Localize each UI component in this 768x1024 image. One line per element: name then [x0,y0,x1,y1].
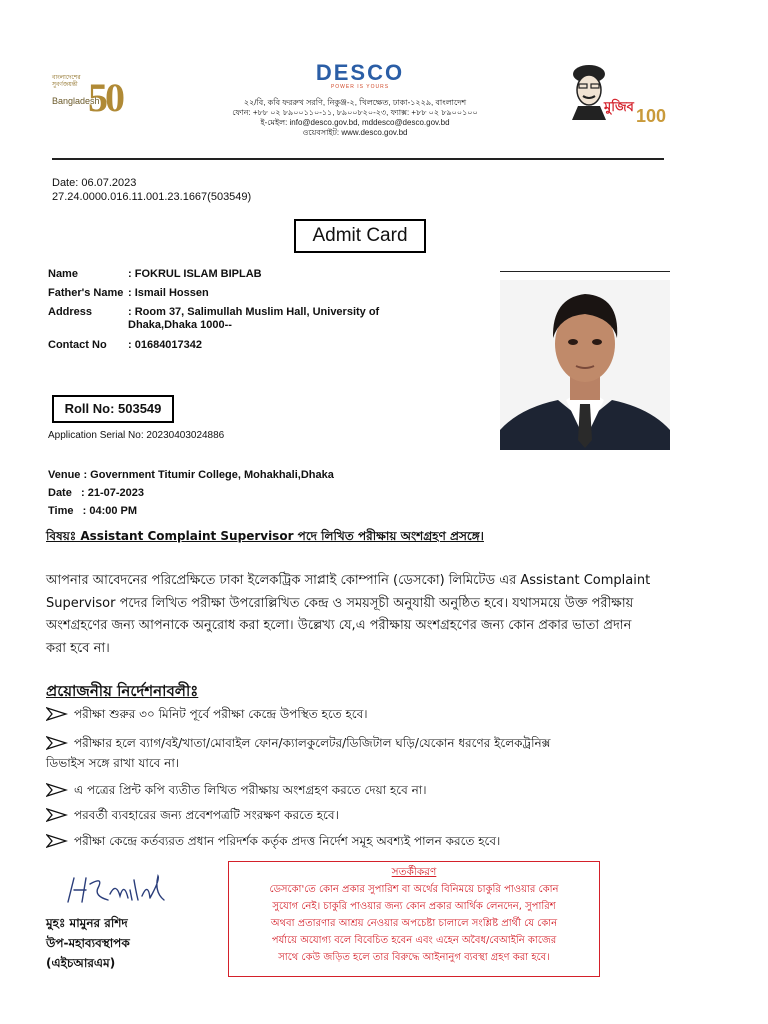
warning-line: ডেসকো'তে কোন প্রকার সুপারিশ বা অর্থের বিনিময়ে চাকুরি পাওয়ার কোন [269,884,559,895]
paragraph-line: আপনার আবেদনের পরিপ্রেক্ষিতে ঢাকা ইলেকট্রিক সাপ্লাই কোম্পানি (ডেসকো) লিমিটেড এর Assistant Complaint [46,573,651,588]
instruction-text: পরীক্ষা শুরুর ৩০ মিনিট পূর্বে পরীক্ষা কেন্দ্রে উপস্থিত হতে হবে। [74,707,368,721]
instruction-text: এ পত্রের প্রিন্ট কপি ব্যতীত লিখিত পরীক্ষায় অংশগ্রহণ করতে দেয়া হবে না। [74,783,427,797]
arrow-bullet-icon [46,707,68,721]
warning-line: অথবা প্রতারণার আশ্রয় নেওয়ার অপচেষ্টা চালালে সংশ্লিষ্ট প্রার্থী যে কোন [270,918,558,929]
arrow-bullet-icon [46,808,68,822]
signer-block [46,913,130,973]
logo-small-text: বাংলাদেশের সুবর্ণজয়ন্তী [52,74,81,88]
paragraph-line: করা হবে না। [46,640,110,656]
name-value: : FOKRUL ISLAM BIPLAB [128,268,262,280]
father-label: Father's Name [48,287,124,299]
father-value: : Ismail Hossen [128,287,209,299]
contact-email: ই-মেইল: info@desco.gov.bd, mddesco@desco.gov.bd [260,118,450,127]
paragraph-line: অংশগ্রহণের জন্য আপনাকে অনুরোধ করা হলো। উল্লেখ্য যে,এ পরীক্ষায় অংশগ্রহণের জন্য কোন প্রকার ভাতা প্রদান [46,618,632,633]
mujib-text: মুজিব [604,100,634,115]
desco-wordmark: DESCO [315,60,405,85]
arrow-bullet-icon [46,834,68,848]
instruction-text: পরীক্ষার হলে ব্যাগ/বই/খাতা/মোবাইল ফোন/ক্যালকুলেটর/ডিজিটাল ঘড়ি/যেকোন ধরণের ইলেকট্রনিক্স [74,736,551,750]
person-photo-icon [500,280,670,450]
reference-number: 27.24.0000.016.11.001.23.1667(503549) [52,191,252,203]
signer-department: (এইচআরএম) [46,956,116,970]
desco-logo [300,62,420,92]
address-value: : Room 37, Salimullah Muslim Hall, University of Dhaka,Dhaka 1000-- [128,306,380,331]
roll-number-box: Roll No: 503549 [52,395,174,423]
exam-date: Date : 21-07-2023 [48,487,144,499]
address-label: Address [48,306,93,318]
photo-top-line [500,271,670,272]
desco-tagline: POWER IS YOURS [330,84,390,90]
subject-line: বিষয়ঃ Assistant Complaint Supervisor পদে লিখিত পরীক্ষায় অংশগ্রহণ প্রসঙ্গে। [46,529,484,543]
signer-designation: উপ-মহাব্যবস্থাপক [46,936,130,950]
warning-line: সাথে কেউ জড়িত হলে তার বিরুদ্ধে আইনানুগ ব্যবস্থা গ্রহণ করা হবে। [278,952,550,963]
paragraph-line: Supervisor পদের লিখিত পরীক্ষা উপরোল্লিখিত কেন্দ্র ও সময়সূচী অনুযায়ী অনুষ্ঠিত হবে। যথাসময়ে উক্ত পরীক্ষায় [46,595,634,611]
mujib-100-logo [560,62,667,132]
warning-line: সুযোগ নেই। চাকুরি পাওয়ার জন্য কোন প্রকার আর্থিক লেনদেন, সুপারিশ [272,901,556,912]
instructions-heading: প্রয়োজনীয় নির্দেশনাবলীঃ [46,682,199,700]
office-contact [190,98,520,138]
contact-website: ওয়েবসাইট: www.desco.gov.bd [302,128,408,137]
contact-address: ২২/বি, কবি ফররুখ সরণি, নিকুঞ্জ-২, খিলক্ষেত, ঢাকা-১২২৯, বাংলাদেশ [243,98,467,107]
arrow-bullet-icon [46,736,68,750]
warning-line: পর্যায়ে অযোগ্য বলে বিবেচিত হবেন এবং এহেন অবৈধ/বেআইনি কাজের [271,935,557,946]
signer-name: মুহঃ মামুনর রশিদ [46,916,128,930]
instruction-text: ডিভাইস সঙ্গে রাখা যাবে না। [46,756,180,770]
warning-box [228,861,600,977]
body-paragraph [46,570,676,660]
mujib-number: 100 [636,106,667,126]
exam-venue: Venue : Government Titumir College, Mohakhali,Dhaka [48,469,334,481]
page-title: Admit Card [294,219,426,253]
application-serial: Application Serial No: 20230403024886 [48,430,225,441]
contact-phone: ফোন: +৮৮ ০২ ৮৯০০১১০-১১, ৮৯০০৮২০-২৩, ফ্যাক্স: +৮৮ ০২ ৮৯০০১০০ [232,108,478,117]
warning-title: সতর্কীকরণ [391,866,437,878]
logo-number: 50 [88,75,122,120]
instruction-text: পরবর্তী ব্যবহারের জন্য প্রবেশপত্রটি সংরক্ষণ করতে হবে। [74,808,339,822]
instruction-text: পরীক্ষা কেন্দ্রে কর্তব্যরত প্রধান পরিদর্শক কর্তৃক প্রদত্ত নির্দেশ সমূহ অবশ্যই পালন করতে হবে। [74,834,501,848]
name-label: Name [48,268,78,280]
candidate-photo [500,280,670,450]
header-divider [52,158,664,160]
issue-date: Date: 06.07.2023 [52,177,137,189]
exam-time: Time : 04:00 PM [48,505,138,517]
exam-details [48,466,334,520]
contact-value: : 01684017342 [128,339,203,351]
document-meta [52,176,251,204]
handwritten-signature [64,872,174,908]
contact-label: Contact No [48,339,107,351]
logo-country: Bangladesh [52,96,100,106]
arrow-bullet-icon [46,783,68,797]
bangladesh-50-logo [50,68,135,124]
